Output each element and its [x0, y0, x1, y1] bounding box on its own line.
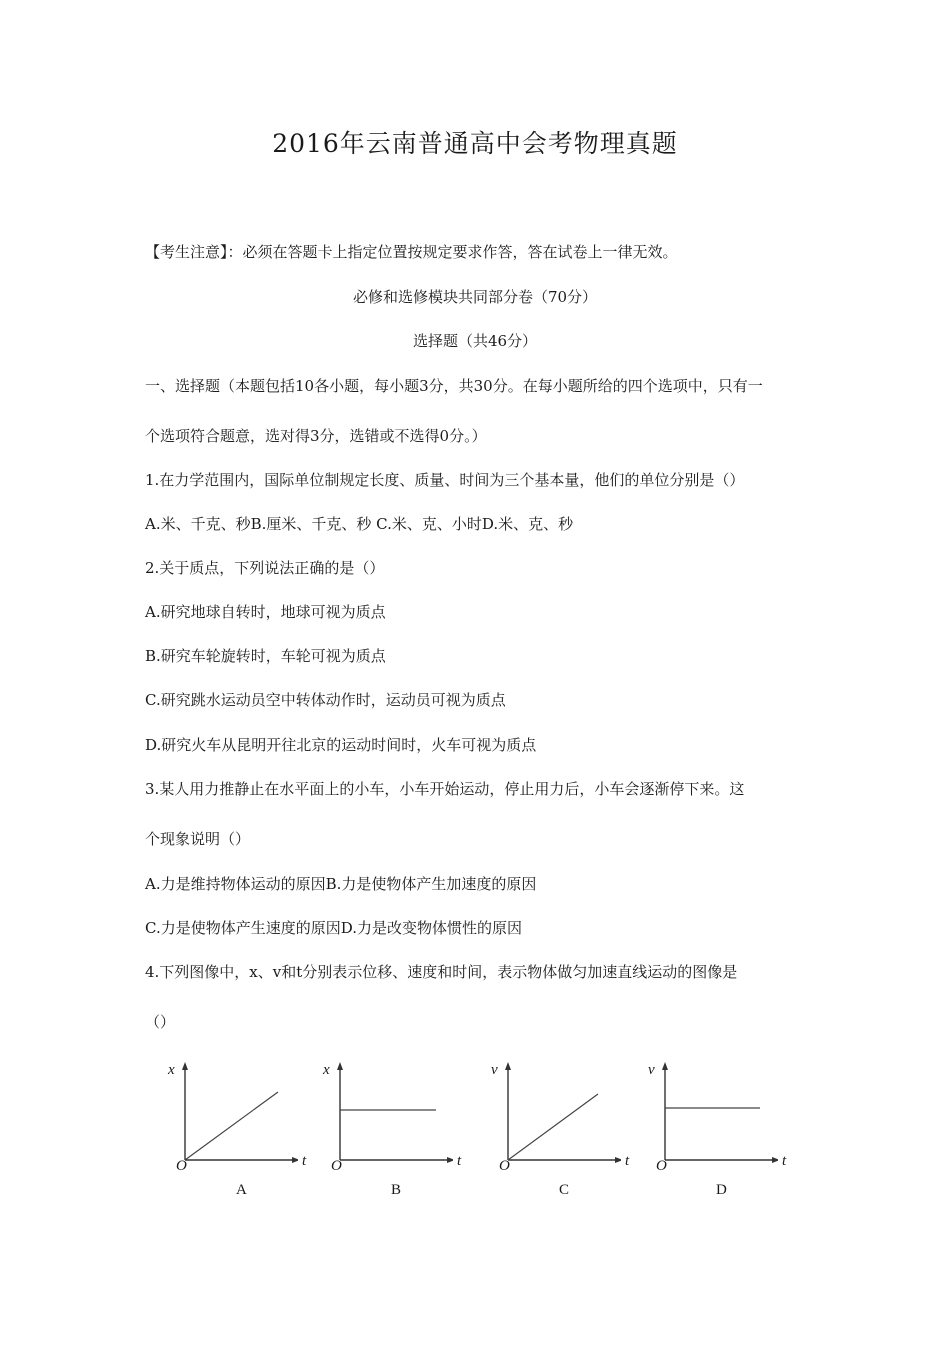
question-2-stem: 2.关于质点，下列说法正确的是（）	[145, 559, 385, 577]
graph-a-letter: A	[236, 1182, 247, 1198]
graph-a-x-label: t	[302, 1153, 307, 1169]
graph-d-letter: D	[716, 1182, 727, 1198]
graph-c-letter: C	[559, 1182, 570, 1198]
graph-b-letter: B	[391, 1182, 402, 1198]
graph-a-plot-line	[185, 1092, 278, 1160]
question-3-stem-cont: 个现象说明（）	[145, 830, 251, 848]
question-4-stem-cont: （）	[145, 1013, 176, 1031]
graph-b-x-label: t	[457, 1153, 462, 1169]
graph-a	[158, 1052, 307, 1212]
question-3-options-ab: A.力是维持物体运动的原因B.力是使物体产生加速度的原因	[145, 875, 537, 893]
question-4-stem: 4.下列图像中，x、v和t分别表示位移、速度和时间，表示物体做匀加速直线运动的图像是	[145, 963, 738, 981]
question-2-option-c: C.研究跳水运动员空中转体动作时，运动员可视为质点	[145, 691, 506, 709]
question-2-option-d: D.研究火车从昆明开往北京的运动时间时，火车可视为质点	[145, 736, 537, 754]
graph-b-origin: O	[331, 1158, 342, 1174]
graph-a-y-label: x	[168, 1062, 175, 1078]
graph-b-y-label: x	[323, 1062, 330, 1078]
graph-d-y-label: v	[648, 1062, 655, 1078]
notice: 【考生注意】：必须在答题卡上指定位置按规定要求作答，答在试卷上一律无效。	[145, 243, 678, 261]
graph-c-plot-line	[508, 1094, 598, 1160]
graph-c	[481, 1052, 630, 1212]
graph-a-origin: O	[176, 1158, 187, 1174]
question-1-stem: 1.在力学范围内，国际单位制规定长度、质量、时间为三个基本量，他们的单位分别是（）	[145, 471, 745, 489]
instruction-line: 一、选择题（本题包括10各小题，每小题3分，共30分。在每小题所给的四个选项中，只有一	[145, 377, 763, 395]
graph-c-origin: O	[499, 1158, 510, 1174]
subsection-title: 选择题（共46分）	[412, 332, 538, 350]
graph-b	[313, 1052, 462, 1212]
question-2-option-b: B.研究车轮旋转时，车轮可视为质点	[145, 647, 386, 665]
section-title: 必修和选修模块共同部分卷（70分）	[352, 288, 598, 306]
page-title: 2016年云南普通高中会考物理真题	[272, 129, 678, 158]
graph-c-x-label: t	[625, 1153, 630, 1169]
graph-c-y-label: v	[491, 1062, 498, 1078]
question-3-options-cd: C.力是使物体产生速度的原因D.力是改变物体惯性的原因	[145, 919, 522, 937]
graph-d	[638, 1052, 787, 1212]
graph-d-origin: O	[656, 1158, 667, 1174]
graph-d-x-label: t	[782, 1153, 787, 1169]
question-3-stem: 3.某人用力推静止在水平面上的小车，小车开始运动，停止用力后，小车会逐渐停下来。这	[145, 780, 745, 798]
question-4-graphs	[150, 1052, 800, 1212]
instruction-line: 个选项符合题意，选对得3分，选错或不选得0分。）	[145, 427, 487, 445]
question-2-option-a: A.研究地球自转时，地球可视为质点	[145, 603, 386, 621]
question-1-options: A.米、千克、秒B.厘米、千克、秒 C.米、克、小时D.米、克、秒	[145, 515, 574, 533]
